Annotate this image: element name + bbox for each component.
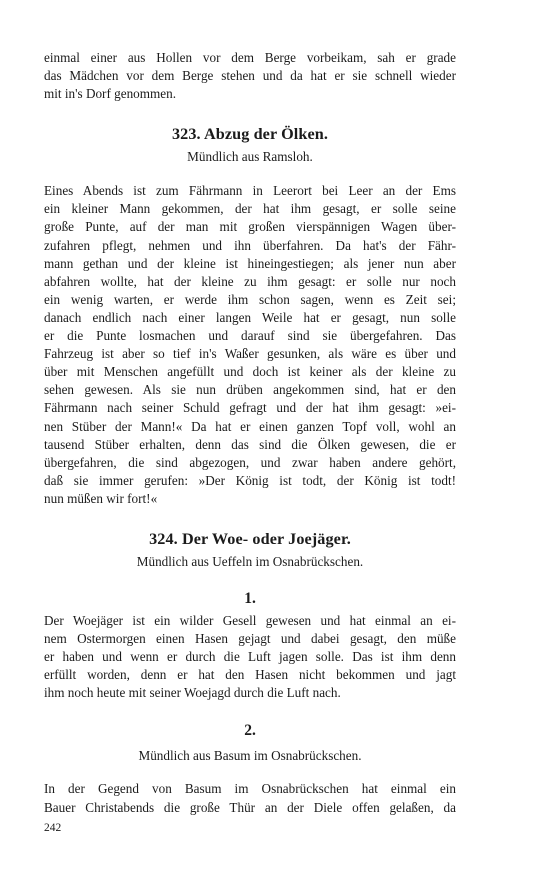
text-line: mit in's Dorf genommen. (44, 86, 177, 102)
text-line: große Punte, auf der man mit großen vierspännigen Wagen über- (44, 219, 456, 235)
text-line: danach endlich nach einer langen Weile hat er gesagt, nun solle (44, 309, 456, 325)
text-line: einmal einer aus Hollen vor dem Berge vorbeikam, sah er grade (44, 50, 456, 65)
text-line: mann gethan und der kleine ist hineingestiegen; als jener nun aber (44, 255, 456, 271)
subsection-body-1 (44, 612, 456, 702)
text-line: Fahrzeug ist aber so tief in's Waßer gesunken, als wäre es über und (44, 346, 456, 362)
text-line: Bauer Christabends die große Thür an der Diele offen gelaßen, da (44, 799, 456, 815)
text-line: das Mädchen vor dem Berge stehen und da hat er sie schnell wieder (44, 68, 456, 84)
text-line: ihm noch heute mit seiner Woejagd durch die Luft nach. (44, 685, 341, 701)
text-line: nen Stüber der Mann!« Da hat er einen ganzen Topf voll, wohl an (44, 418, 456, 434)
section-title-323: 323. Abzug der Ölken. (171, 125, 329, 144)
subsection-number-1: 1. (244, 589, 256, 607)
text-line: abfahren wollte, hat der kleine zu ihm gesagt: er solle nur noch (44, 273, 456, 289)
subsection-number-2: 2. (244, 722, 256, 740)
subsection-source-2: Mündlich aus Basum im Osnabrückschen. (138, 748, 362, 764)
text-line: In der Gegend von Basum im Osnabrückschen hat einmal ein (44, 781, 456, 797)
section-source-324: Mündlich aus Ueffeln im Osnabrückschen. (136, 553, 364, 569)
book-page (44, 40, 456, 817)
text-line: zufahren pflegt, nehmen und ihn überfahren. Da hat's der Fähr- (44, 237, 456, 253)
text-line: Der Woejäger ist ein wilder Gesell gewesen und hat einmal an ei- (44, 612, 456, 628)
section-source-323: Mündlich aus Ramsloh. (187, 149, 313, 165)
text-line: übergefahren, die sind abgezogen, und zwar haben andere gehört, (44, 454, 456, 470)
text-line: sehen gewesen. Als sie nun drüben angekommen sind, hat er den (44, 382, 456, 398)
text-line: daß sie immer gerufen: »Der König ist todt, der König ist todt! (44, 472, 456, 488)
text-line: tausend Stüber erhalten, denn das sind die Ölken gewesen, die er (44, 436, 456, 452)
text-line: erfüllt worden, denn er hat den Hasen nicht bekommen und jagt (44, 667, 456, 683)
text-line: ein kleiner Mann gekommen, der hat ihm gesagt, er solle seine (44, 201, 456, 217)
text-line: er haben und wenn er durch die Luft jagen solle. Das ist ihm denn (44, 649, 456, 665)
text-line: über mit Menschen angefüllt und doch ist keiner als der kleine zu (44, 364, 456, 380)
intro-paragraph (44, 49, 456, 103)
subsection-body-2 (44, 780, 456, 816)
text-line: nun müßen wir fort!« (44, 490, 158, 506)
text-line: Eines Abends ist zum Fährmann in Leerort bei Leer an der Ems (44, 183, 456, 199)
section-body-323 (44, 182, 456, 508)
section-title-324: 324. Der Woe- oder Joejäger. (149, 529, 351, 548)
page-number: 242 (44, 822, 62, 834)
text-line: nem Ostermorgen einen Hasen gejagt und dabei gesagt, den müße (44, 631, 456, 647)
text-line: Fährmann nach seiner Schuld gefragt und der hat ihm gesagt: »ei- (44, 400, 456, 416)
text-line: er die Punte losmachen und darauf sind sie übergefahren. Das (44, 328, 456, 344)
text-line: ein wenig warten, er werde ihm schon sagen, wenn es Zeit sei; (44, 291, 456, 307)
